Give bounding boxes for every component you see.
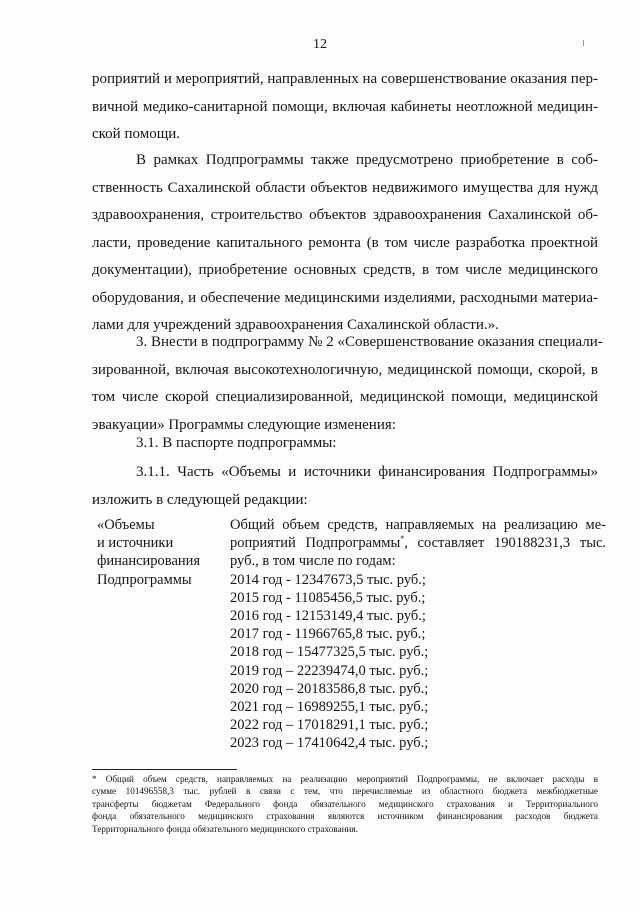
text-line: ственность Сахалинской области объектов недвижимого имущества для нужд xyxy=(92,179,598,196)
text-line: роприятий и мероприятий, направленных на совершенствование оказания пер- xyxy=(92,71,598,87)
text-line: лами для учреждений здравоохранения Сахалинской области.». xyxy=(92,317,499,333)
year-line: 2016 год - 12153149,4 тыс. руб.; xyxy=(230,608,426,625)
label-line: «Объемы xyxy=(97,517,155,533)
year-line: 2015 год - 11085456,5 тыс. руб.; xyxy=(230,589,426,606)
text-line: вичной медико-санитарной помощи, включая кабинеты неотложной медицин- xyxy=(92,98,598,115)
text-line: 3.1. В паспорте подпрограммы: xyxy=(136,435,337,451)
text-line: том числе скорой специализированной, медицинской помощи, медицинской xyxy=(92,389,598,405)
value-line xyxy=(230,534,606,552)
year-line: 2019 год – 22239474,0 тыс. руб.; xyxy=(230,662,429,679)
passport-label-cell xyxy=(97,516,222,589)
text-line: документации), приобретение основных средств, в том числе медицинского xyxy=(92,262,598,278)
year-line: 2018 год – 15477325,5 тыс. руб.; xyxy=(230,644,429,661)
footnote-line: фонда обязательного медицинского страхования являются источником финансирования расходов бюджета xyxy=(92,811,598,822)
text-line: эвакуации» Программы следующие изменения: xyxy=(92,416,396,433)
footnote-line: трансферты бюджетам Федерального фонда обязательного медицинского страхования и Территориального xyxy=(92,798,598,809)
paragraph-4 xyxy=(92,430,598,458)
paragraph-5 xyxy=(92,459,598,514)
text-line: 3. Внести в подпрограмму № 2 «Совершенствование оказания специали- xyxy=(136,334,603,350)
scan-mark xyxy=(583,40,584,46)
footnote-divider xyxy=(92,769,237,770)
page-number: 12 xyxy=(313,37,327,52)
footnote-line: сумме 101496558,3 тыс. рублей в связи с тем, что перечисляемые из областного бюджета межбюджетные xyxy=(92,786,598,797)
text-line: В рамках Подпрограммы также предусмотрено приобретение в соб- xyxy=(136,152,598,168)
text-line: ской помощи. xyxy=(92,126,181,142)
footnote-marker: * xyxy=(400,534,405,544)
text-line: зированной, включая высокотехнологичную, медицинской помощи, скорой, в xyxy=(92,361,598,378)
footnote-line: Территориального фонда обязательного медицинского страхования. xyxy=(92,823,358,834)
footnote-line: * Общий объем средств, направляемых на реализацию мероприятий Подпрограммы, не включает расходы в xyxy=(92,774,598,784)
year-line: 2017 год - 11966765,8 тыс. руб.; xyxy=(230,626,426,643)
year-line: 2020 год – 20183586,8 тыс. руб.; xyxy=(230,680,429,697)
year-line: 2021 год – 16989255,1 тыс. руб.; xyxy=(230,699,429,716)
passport-value-cell xyxy=(230,516,606,753)
text-line: здравоохранения, строительство объектов здравоохранения Сахалинской об- xyxy=(92,207,598,223)
value-line: руб., в том числе по годам: xyxy=(230,553,396,570)
year-line: 2022 год – 17018291,1 тыс. руб.; xyxy=(230,717,429,734)
value-text: , составляет 190188231,3 тыс. xyxy=(404,535,606,552)
paragraph-3 xyxy=(92,329,603,439)
year-line: 2014 год - 12347673,5 тыс. руб.; xyxy=(230,571,426,588)
text-line: 3.1.1. Часть «Объемы и источники финансирования Подпрограммы» xyxy=(136,464,598,480)
footnote xyxy=(92,773,598,835)
paragraph-2 xyxy=(92,147,598,340)
text-line: изложить в следующей редакции: xyxy=(92,491,308,508)
label-line: финансирования xyxy=(97,553,201,570)
paragraph-1 xyxy=(92,66,598,149)
value-line: Общий объем средств, направляемых на реализацию ме- xyxy=(230,517,606,533)
text-line: оборудования, и обеспечение медицинскими изделиями, расходными материа- xyxy=(92,289,598,306)
text-line: ласти, проведение капитального ремонта (в том числе разработка проектной xyxy=(92,234,598,251)
label-line: Подпрограммы xyxy=(97,571,192,588)
year-line: 2023 год – 17410642,4 тыс. руб.; xyxy=(230,735,429,752)
value-text: роприятий Подпрограммы xyxy=(230,535,401,552)
label-line: и источники xyxy=(97,535,174,552)
